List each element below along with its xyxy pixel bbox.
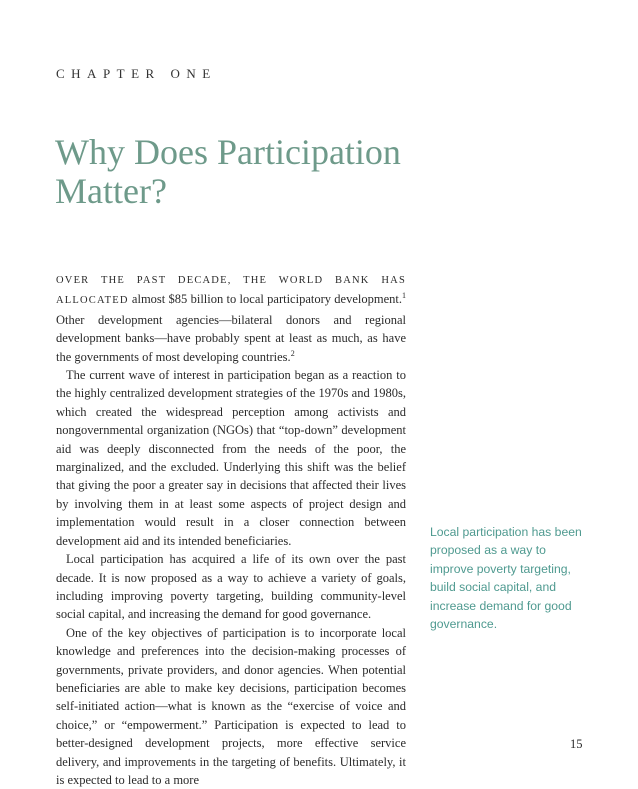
chapter-label: CHAPTER ONE [56,66,217,81]
chapter-title: Why Does Participation Matter? [55,132,401,211]
lead-in-caps: OVER THE PAST DECADE, THE WORLD BANK HAS ALLOCATED [56,275,406,307]
paragraph-4: One of the key objectives of participation is to incorporate local knowledge and preferences into the decision-making processes of governments, private providers, and donor agencies. When potential beneficiaries are able to make key decisions, participation becomes self-initiated action—what is known as the “exercise of voice and choice,” or “empowerment.” Participation is expected to lead to better-designed development projects, more effective service delivery, and improvements in the targeting of benefits. Ultimately, it is expected to lead to a more [56,625,406,787]
paragraph-1-text-a: almost $85 billion to local participatory development. [128,292,402,307]
sidebar-pull-quote: Local participation has been proposed as a way to improve poverty targeting, build social capital, and increase demand for good governance. [430,525,582,632]
body-text [56,270,406,789]
paragraph-1 [56,270,406,366]
page-number: 15 [570,737,583,751]
paragraph-2: The current wave of interest in participation began as a reaction to the highly centralized development strategies of the 1970s and 1980s, which created the widespread perception among activists and nongovernmental organization (NGOs) that “top-down” development aid was deeply disconnected from the needs of the poor, the marginalized, and the excluded. Underlying this shift was the belief that giving the poor a greater say in decisions that affected their lives by involving them in at least some aspects of project design and implementation would result in a closer connection between development aid and its intended beneficiaries. [56,368,406,548]
paragraph-3: Local participation has acquired a life of its own over the past decade. It is now proposed as a way to achieve a variety of goals, including improving poverty targeting, building community-level social capital, and increasing the demand for good governance. [56,552,406,622]
paragraph-1-text-b: Other development agencies—bilateral donors and regional development banks—have probably spent at least as much, as have the governments of most developing countries. [56,312,406,364]
footnote-ref-1: 1 [402,291,406,301]
footnote-ref-2: 2 [290,348,295,358]
